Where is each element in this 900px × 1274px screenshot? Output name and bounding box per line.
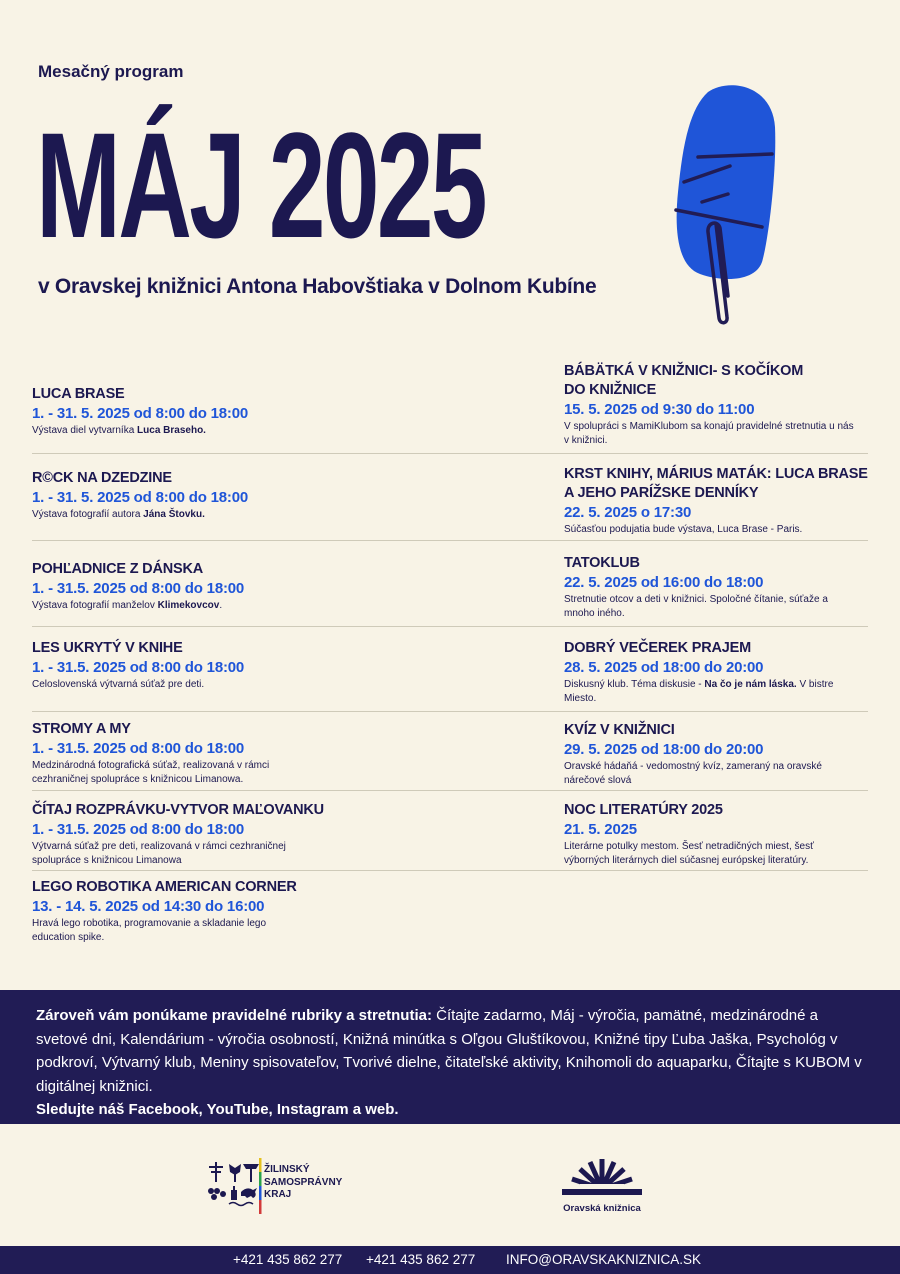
event-title: KVÍZ V KNIŽNICI [564, 722, 675, 738]
event-item [32, 385, 367, 438]
event-date: 1. - 31.5. 2025 od 8:00 do 18:00 [32, 740, 245, 757]
oravska-kniznica-sun-logo [560, 1155, 644, 1201]
divider [362, 790, 868, 791]
divider [32, 711, 362, 712]
zilinsky-kraj-emblem [205, 1158, 263, 1214]
event-title: KRST KNIHY, MÁRIUS MATÁK: LUCA BRASE A JEHO PARÍŽSKE DENNÍKY [564, 466, 868, 501]
oravska-kniznica-wordmark: Oravská knižnica [563, 1203, 641, 1214]
event-desc: Stretnutie otcov a deti v knižnici. Spoločné čítanie, súťaže a mnoho iného. [564, 594, 828, 619]
event-item [564, 801, 869, 868]
event-item [564, 362, 869, 448]
event-title: POHĽADNICE Z DÁNSKA [32, 561, 204, 577]
event-title: TATOKLUB [564, 555, 640, 571]
kicker: Mesačný program [38, 62, 184, 81]
page-subtitle: v Oravskej knižnici Antona Habovštiaka v Dolnom Kubíne [38, 275, 597, 298]
divider [32, 540, 362, 541]
popsicle-bookmark-illustration [670, 82, 785, 327]
divider [362, 711, 868, 712]
event-date: 1. - 31.5. 2025 od 8:00 do 18:00 [32, 659, 245, 676]
event-desc: Diskusný klub. Téma diskusie - Na čo je nám láska. V bistre Miesto. [564, 679, 834, 704]
event-desc: V spolupráci s MamiKlubom sa konajú pravidelné stretnutia u nás v knižnici. [564, 421, 854, 446]
event-item [32, 801, 324, 868]
divider [32, 626, 362, 627]
divider [32, 453, 362, 454]
event-title: ČÍTAJ ROZPRÁVKU-VYTVOR MAĽOVANKU [32, 802, 324, 818]
event-desc: Výstava fotografií manželov Klimekovcov. [32, 600, 223, 611]
divider [362, 626, 868, 627]
event-title: STROMY A MY [32, 721, 131, 737]
event-item [32, 878, 297, 945]
band-body: Čítajte zadarmo, Máj - výročia, pamätné, medzinárodné a svetové dni, Kalendárium - výročia osobností, Knižná minútka s Oľgou Gluštíkovou, Knižné tipy Ľuba Jaška, Psychológ v podkroví, Výtvarný klub, Meniny spisovateľov, Tvorivé dielne, čitateľské aktivity, Knihomoli do aquaparku, Čítajte s KUBOM v digitálnej knižnici. [36, 1007, 862, 1095]
event-date: 1. - 31.5. 2025 od 8:00 do 18:00 [32, 821, 245, 838]
event-date: 15. 5. 2025 od 9:30 do 11:00 [564, 401, 755, 418]
event-item [32, 639, 367, 692]
event-item [32, 469, 367, 522]
divider [32, 790, 362, 791]
event-title: R©CK NA DZEDZINE [32, 470, 172, 486]
event-title: LES UKRYTÝ V KNIHE [32, 640, 183, 656]
event-date: 22. 5. 2025 o 17:30 [564, 504, 692, 521]
event-title: LUCA BRASE [32, 386, 125, 402]
event-item [564, 554, 869, 621]
event-item [32, 720, 292, 787]
event-item [32, 560, 367, 613]
event-desc: Súčasťou podujatia bude výstava, Luca Brase - Paris. [564, 524, 803, 535]
event-desc: Medzinárodná fotografická súťaž, realizovaná v rámci cezhraničnej spolupráce s knižnicou Limanowa. [32, 760, 270, 785]
event-desc: Celoslovenská výtvarná súťaž pre deti. [32, 679, 205, 690]
event-desc: Výstava diel vytvarníka Luca Braseho. [32, 425, 206, 436]
email-link[interactable]: INFO@ORAVSKAKNIZNICA.SK [506, 1252, 701, 1267]
event-item [564, 465, 869, 537]
band-follow: Sledujte náš Facebook, YouTube, Instagram a web. [36, 1101, 399, 1118]
divider [362, 453, 868, 454]
divider [362, 540, 868, 541]
event-date: 13. - 14. 5. 2025 od 14:30 do 16:00 [32, 898, 265, 915]
event-desc: Literárne potulky mestom. Šesť netradičných miest, šesť výborných literárnych diel súčasnej európskej literatúry. [564, 841, 814, 866]
event-date: 21. 5. 2025 [564, 821, 637, 838]
event-desc: Výtvarná súťaž pre deti, realizovaná v rámci cezhraničnej spolupráce s knižnicou Limanowa [32, 841, 286, 866]
band-lead: Zároveň vám ponúkame pravidelné rubriky a stretnutia: [36, 1007, 432, 1024]
event-title: DOBRÝ VEČEREK PRAJEM [564, 640, 751, 656]
event-date: 1. - 31. 5. 2025 od 8:00 do 18:00 [32, 405, 249, 422]
event-desc: Hravá lego robotika, programovanie a skladanie lego education spike. [32, 918, 267, 943]
event-date: 28. 5. 2025 od 18:00 do 20:00 [564, 659, 764, 676]
left-events-column [32, 385, 367, 945]
event-desc: Oravské hádaňá - vedomostný kvíz, zameraný na oravské nárečové slová [564, 761, 822, 786]
phone-link[interactable]: +421 435 862 277 [366, 1252, 476, 1267]
page-title: MÁJ 2025 [36, 101, 485, 269]
event-date: 1. - 31. 5. 2025 od 8:00 do 18:00 [32, 489, 249, 506]
divider [362, 870, 868, 871]
event-desc: Výstava fotografií autora Jána Štovku. [32, 509, 205, 520]
event-date: 29. 5. 2025 od 18:00 do 20:00 [564, 741, 764, 758]
divider [32, 870, 362, 871]
event-item [564, 721, 869, 788]
contact-footer [0, 1246, 900, 1274]
event-title: NOC LITERATÚRY 2025 [564, 802, 723, 818]
phone-link[interactable]: +421 435 862 277 [233, 1252, 343, 1267]
event-date: 22. 5. 2025 od 16:00 do 18:00 [564, 574, 764, 591]
event-date: 1. - 31.5. 2025 od 8:00 do 18:00 [32, 580, 245, 597]
event-title: BÁBÄTKÁ V KNIŽNICI- S KOČÍKOM DO KNIŽNICE [564, 363, 804, 398]
right-events-column [564, 362, 869, 872]
event-title: LEGO ROBOTIKA AMERICAN CORNER [32, 879, 297, 895]
zilinsky-kraj-wordmark: ŽILINSKÝ SAMOSPRÁVNY KRAJ [264, 1164, 343, 1200]
regular-programs-band [0, 990, 900, 1124]
event-item [564, 639, 869, 706]
